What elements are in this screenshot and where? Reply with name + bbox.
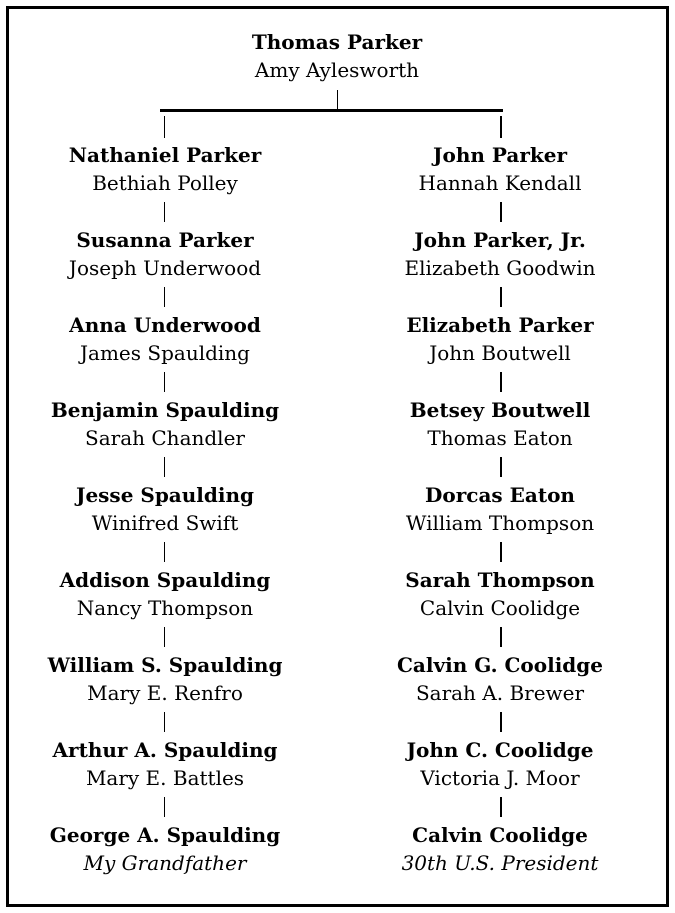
right-descent-connector bbox=[500, 712, 502, 732]
right-spouse-name: William Thompson bbox=[405, 511, 595, 535]
root-spouse: Amy Aylesworth bbox=[254, 58, 420, 82]
right-person-name: John C. Coolidge bbox=[406, 738, 594, 762]
left-person-name: Nathaniel Parker bbox=[68, 143, 262, 167]
left-descent-connector bbox=[164, 542, 166, 562]
left-spouse-name: Bethiah Polley bbox=[92, 171, 238, 195]
right-person-name: Sarah Thompson bbox=[405, 568, 595, 592]
root-connector bbox=[337, 90, 339, 110]
left-spouse-name: Winifred Swift bbox=[91, 511, 239, 535]
left-person-name: Benjamin Spaulding bbox=[50, 398, 280, 422]
right-person-name: John Parker, Jr. bbox=[414, 228, 586, 252]
left-person-name: Susanna Parker bbox=[76, 228, 254, 252]
left-descent-connector bbox=[164, 457, 166, 477]
right-spouse-name: Elizabeth Goodwin bbox=[404, 256, 596, 280]
left-person-name: George A. Spaulding bbox=[49, 823, 281, 847]
right-spouse-name: Calvin Coolidge bbox=[419, 596, 581, 620]
right-descent-connector bbox=[500, 202, 502, 222]
left-person-name: William S. Spaulding bbox=[47, 653, 283, 677]
right-person-name: John Parker bbox=[433, 143, 567, 167]
right-descent-connector bbox=[500, 627, 502, 647]
right-descent-connector bbox=[500, 372, 502, 392]
right-descent-connector bbox=[500, 797, 502, 817]
left-spouse-name: Mary E. Battles bbox=[85, 766, 245, 790]
left-person-name: Arthur A. Spaulding bbox=[52, 738, 278, 762]
right-caption: 30th U.S. President bbox=[401, 851, 599, 875]
left-branch-connector bbox=[164, 116, 166, 138]
right-branch-connector bbox=[500, 116, 502, 138]
left-descent-connector bbox=[164, 287, 166, 307]
right-spouse-name: Victoria J. Moor bbox=[420, 766, 580, 790]
right-descent-connector bbox=[500, 457, 502, 477]
right-descent-connector bbox=[500, 287, 502, 307]
right-person-name: Betsey Boutwell bbox=[409, 398, 591, 422]
left-spouse-name: Sarah Chandler bbox=[85, 426, 245, 450]
left-person-name: Addison Spaulding bbox=[59, 568, 271, 592]
left-person-name: Jesse Spaulding bbox=[75, 483, 255, 507]
left-spouse-name: James Spaulding bbox=[80, 341, 250, 365]
right-spouse-name: Thomas Eaton bbox=[427, 426, 573, 450]
left-spouse-name: Joseph Underwood bbox=[68, 256, 262, 280]
left-person-name: Anna Underwood bbox=[69, 313, 261, 337]
left-descent-connector bbox=[164, 372, 166, 392]
left-descent-connector bbox=[164, 627, 166, 647]
right-person-name: Dorcas Eaton bbox=[425, 483, 575, 507]
right-person-name: Calvin Coolidge bbox=[412, 823, 588, 847]
left-descent-connector bbox=[164, 712, 166, 732]
left-spouse-name: Mary E. Renfro bbox=[87, 681, 243, 705]
root-name: Thomas Parker bbox=[251, 30, 423, 54]
right-descent-connector bbox=[500, 542, 502, 562]
branch-bar bbox=[160, 109, 503, 112]
right-spouse-name: Sarah A. Brewer bbox=[415, 681, 585, 705]
right-person-name: Elizabeth Parker bbox=[406, 313, 594, 337]
left-caption: My Grandfather bbox=[83, 851, 247, 875]
right-person-name: Calvin G. Coolidge bbox=[397, 653, 603, 677]
left-descent-connector bbox=[164, 202, 166, 222]
left-descent-connector bbox=[164, 797, 166, 817]
right-spouse-name: John Boutwell bbox=[429, 341, 571, 365]
left-spouse-name: Nancy Thompson bbox=[76, 596, 254, 620]
right-spouse-name: Hannah Kendall bbox=[418, 171, 582, 195]
